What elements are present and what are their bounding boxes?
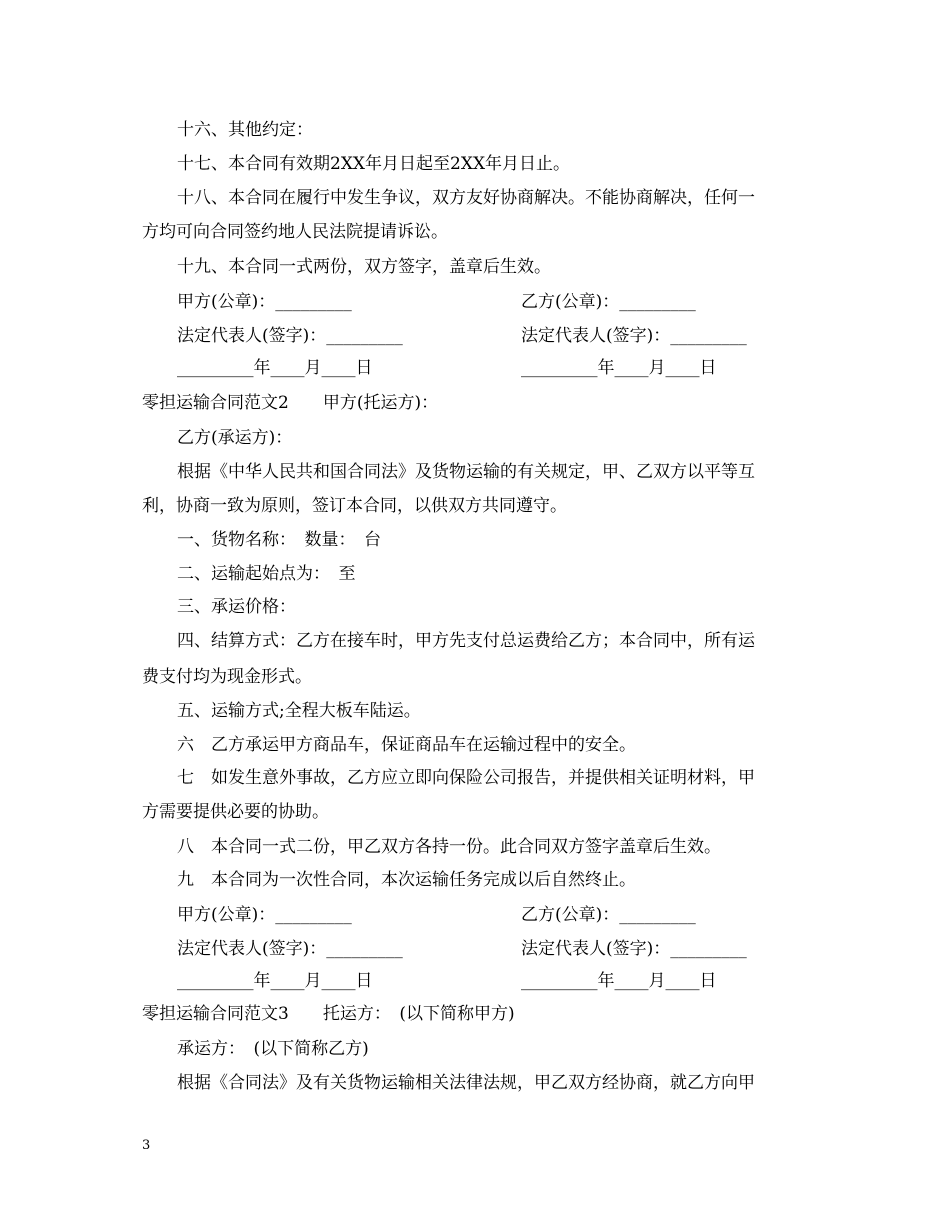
sample-3-preamble: 根据《合同法》及有关货物运输相关法律法规，甲乙双方经协商，就乙方向甲	[177, 1073, 755, 1093]
party-b-date: _________年____月____日	[521, 358, 717, 378]
item-8: 八 本合同一式二份，甲乙双方各持一份。此合同双方签字盖章后生效。	[177, 837, 721, 857]
preamble-line2: 利，协商一致为原则，签订本合同，以供双方共同遵守。	[142, 496, 567, 516]
preamble-line1: 根据《中华人民共和国合同法》及货物运输的有关规定，甲、乙双方以平等互	[177, 462, 755, 482]
item-1: 一、货物名称： 数量： 台	[177, 530, 381, 550]
page-number: 3	[142, 1138, 151, 1153]
sample-2-heading: 零担运输合同范文2 甲方(托运方)：	[142, 393, 439, 413]
clause-16: 十六、其他约定：	[177, 120, 313, 140]
sample-3-heading: 零担运输合同范文3 托运方： (以下简称甲方)	[142, 1004, 515, 1024]
party-b-rep-2: 法定代表人(签字)：_________	[521, 939, 747, 959]
party-a-rep: 法定代表人(签字)：_________	[177, 326, 403, 346]
item-6: 六 乙方承运甲方商品车，保证商品车在运输过程中的安全。	[177, 735, 636, 755]
clause-17: 十七、本合同有效期2XX年月日起至2XX年月日止。	[177, 154, 571, 174]
party-b-rep: 法定代表人(签字)：_________	[521, 326, 747, 346]
item-9: 九 本合同为一次性合同，本次运输任务完成以后自然终止。	[177, 870, 636, 890]
clause-18-line1: 十八、本合同在履行中发生争议，双方友好协商解决。不能协商解决，任何一	[177, 188, 755, 208]
party-b-carrier: 乙方(承运方)：	[177, 428, 293, 448]
clause-19: 十九、本合同一式两份，双方签字，盖章后生效。	[177, 257, 551, 277]
item-7-line1: 七 如发生意外事故，乙方应立即向保险公司报告，并提供相关证明材料，甲	[177, 768, 755, 788]
item-2: 二、运输起始点为： 至	[177, 564, 356, 584]
item-4-line2: 费支付均为现金形式。	[142, 667, 312, 687]
carrier-line: 承运方： (以下简称乙方)	[177, 1039, 369, 1059]
party-b-seal-2: 乙方(公章)：_________	[521, 905, 696, 925]
party-a-date: _________年____月____日	[177, 358, 373, 378]
party-a-seal-2: 甲方(公章)：_________	[177, 905, 352, 925]
item-5: 五、运输方式;全程大板车陆运。	[177, 701, 421, 721]
item-3: 三、承运价格：	[177, 597, 296, 617]
party-b-date-2: _________年____月____日	[521, 971, 717, 991]
clause-18-line2: 方均可向合同签约地人民法院提请诉讼。	[142, 222, 448, 242]
party-a-seal: 甲方(公章)：_________	[177, 292, 352, 312]
item-4-line1: 四、结算方式：乙方在接车时，甲方先支付总运费给乙方；本合同中，所有运	[177, 631, 755, 651]
party-b-seal: 乙方(公章)：_________	[521, 292, 696, 312]
party-a-date-2: _________年____月____日	[177, 971, 373, 991]
party-a-rep-2: 法定代表人(签字)：_________	[177, 939, 403, 959]
item-7-line2: 方需要提供必要的协助。	[142, 802, 329, 822]
